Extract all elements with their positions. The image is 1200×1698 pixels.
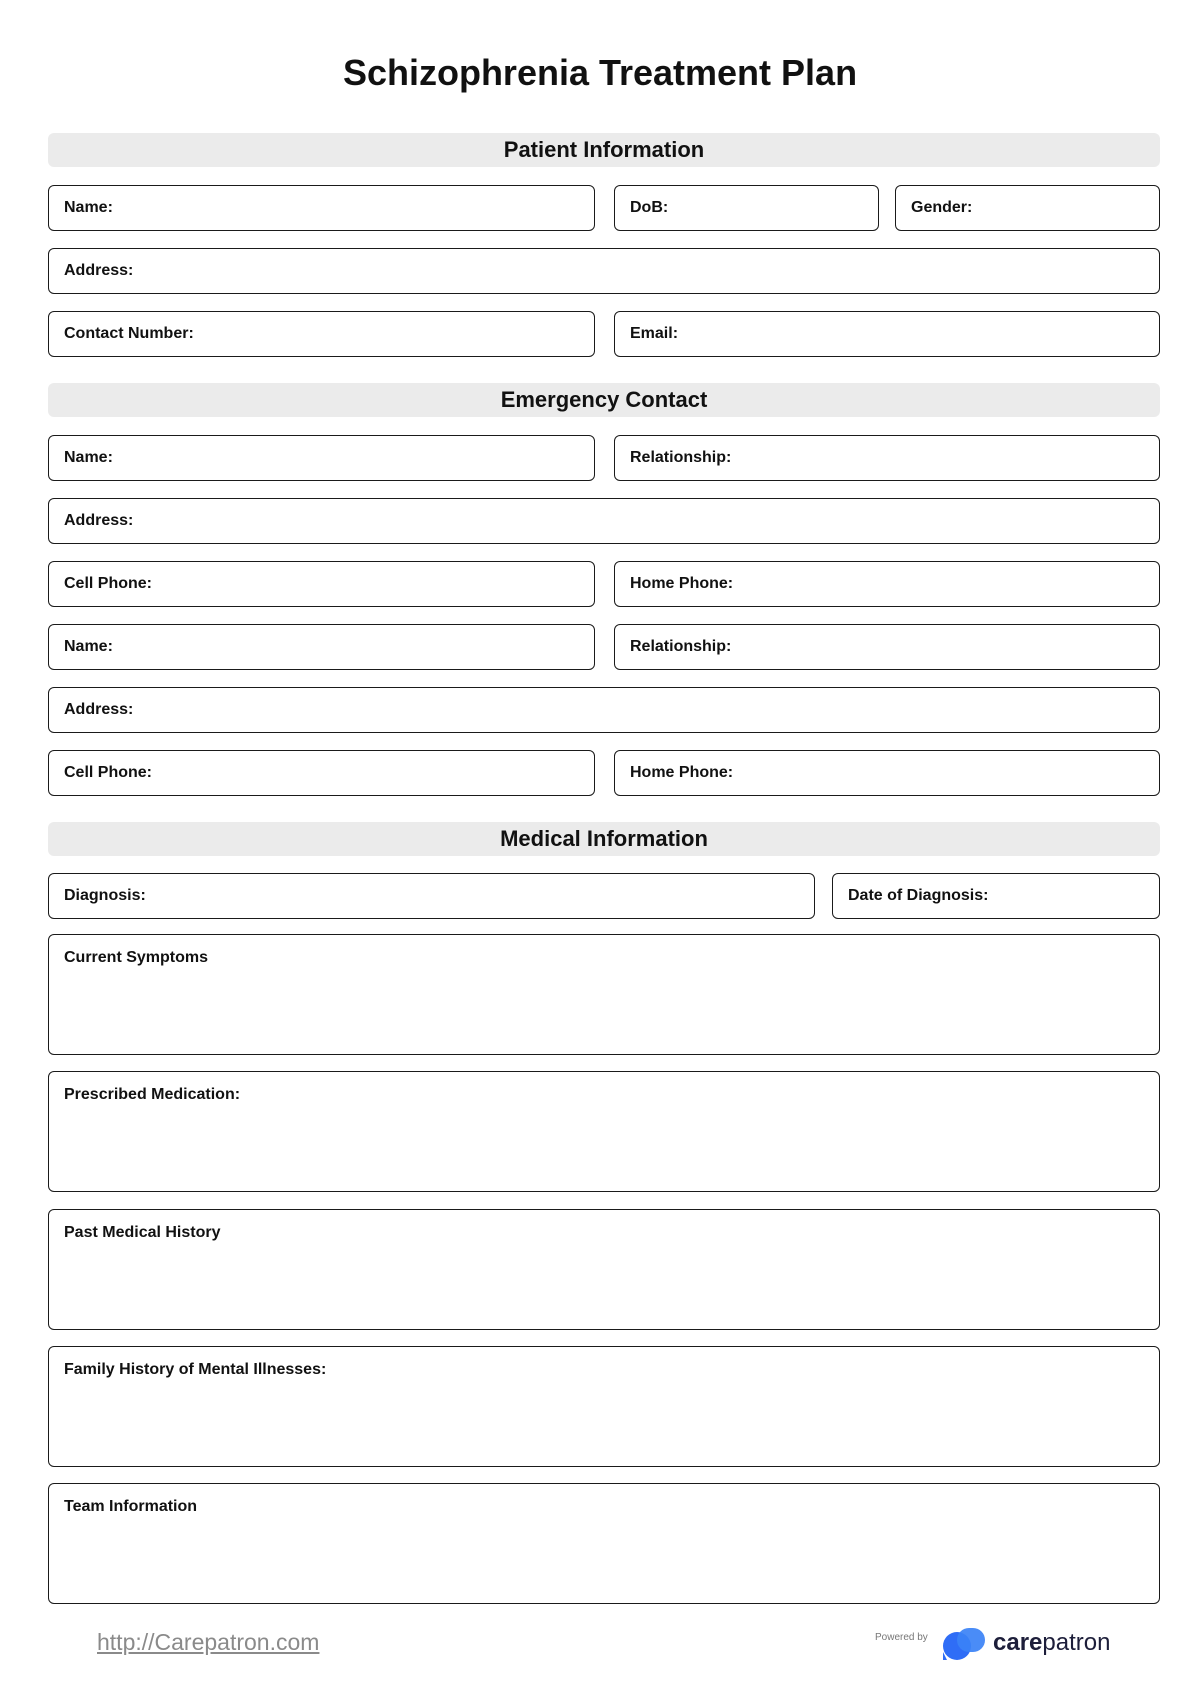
emergency-2-cell-phone-field[interactable] bbox=[48, 750, 595, 796]
diagnosis-field[interactable] bbox=[48, 873, 815, 919]
emergency-2-address-label: Address: bbox=[64, 701, 134, 718]
patient-gender-field[interactable] bbox=[895, 185, 1160, 231]
emergency-1-name-label: Name: bbox=[64, 449, 113, 466]
carepatron-website-link[interactable]: http://Carepatron.com bbox=[97, 1629, 320, 1655]
brand-bold-part: care bbox=[993, 1629, 1043, 1656]
emergency-2-relationship-label: Relationship: bbox=[630, 638, 732, 655]
page-title: Schizophrenia Treatment Plan bbox=[342, 52, 858, 93]
emergency-1-address-field[interactable] bbox=[48, 498, 1160, 544]
team-information-field[interactable] bbox=[48, 1483, 1160, 1604]
emergency-2-home-phone-label: Home Phone: bbox=[630, 764, 734, 781]
patient-contact-number-field[interactable] bbox=[48, 311, 595, 357]
emergency-2-name-label: Name: bbox=[64, 638, 113, 655]
prescribed-medication-field[interactable] bbox=[48, 1071, 1160, 1192]
patient-contact-number-label: Contact Number: bbox=[64, 325, 194, 342]
family-history-field[interactable] bbox=[48, 1346, 1160, 1467]
section-header-patient-information: Patient Information bbox=[48, 133, 1160, 167]
emergency-1-home-phone-label: Home Phone: bbox=[630, 575, 734, 592]
diagnosis-label: Diagnosis: bbox=[64, 887, 146, 904]
emergency-1-home-phone-field[interactable] bbox=[614, 561, 1160, 607]
emergency-2-relationship-field[interactable] bbox=[614, 624, 1160, 670]
patient-gender-label: Gender: bbox=[911, 199, 973, 216]
emergency-1-relationship-field[interactable] bbox=[614, 435, 1160, 481]
emergency-2-address-field[interactable] bbox=[48, 687, 1160, 733]
section-header-medical-information: Medical Information bbox=[48, 822, 1160, 856]
past-medical-history-field[interactable] bbox=[48, 1209, 1160, 1330]
patient-email-label: Email: bbox=[630, 325, 679, 342]
patient-name-label: Name: bbox=[64, 199, 113, 216]
carepatron-brand bbox=[875, 1620, 1115, 1668]
emergency-1-name-field[interactable] bbox=[48, 435, 595, 481]
emergency-1-cell-phone-field[interactable] bbox=[48, 561, 595, 607]
past-medical-history-label: Past Medical History bbox=[64, 1224, 221, 1241]
emergency-1-cell-phone-label: Cell Phone: bbox=[64, 575, 153, 592]
date-of-diagnosis-field[interactable] bbox=[832, 873, 1160, 919]
date-of-diagnosis-label: Date of Diagnosis: bbox=[848, 887, 989, 904]
emergency-2-home-phone-field[interactable] bbox=[614, 750, 1160, 796]
current-symptoms-label: Current Symptoms bbox=[64, 949, 209, 966]
patient-dob-label: DoB: bbox=[630, 199, 669, 216]
patient-name-field[interactable] bbox=[48, 185, 595, 231]
emergency-2-name-field[interactable] bbox=[48, 624, 595, 670]
patient-dob-field[interactable] bbox=[614, 185, 879, 231]
team-information-label: Team Information bbox=[64, 1498, 198, 1515]
prescribed-medication-label: Prescribed Medication: bbox=[64, 1086, 241, 1103]
brand-rest-part: patron bbox=[1042, 1629, 1111, 1656]
carepatron-wordmark bbox=[993, 1629, 1110, 1657]
family-history-label: Family History of Mental Illnesses: bbox=[64, 1361, 327, 1378]
carepatron-logo-icon bbox=[941, 1626, 989, 1662]
powered-by-text: Powered by bbox=[875, 1632, 928, 1643]
emergency-2-cell-phone-label: Cell Phone: bbox=[64, 764, 153, 781]
patient-address-label: Address: bbox=[64, 262, 134, 279]
section-header-emergency-contact: Emergency Contact bbox=[48, 383, 1160, 417]
patient-email-field[interactable] bbox=[614, 311, 1160, 357]
emergency-1-relationship-label: Relationship: bbox=[630, 449, 732, 466]
current-symptoms-field[interactable] bbox=[48, 934, 1160, 1055]
emergency-1-address-label: Address: bbox=[64, 512, 134, 529]
patient-address-field[interactable] bbox=[48, 248, 1160, 294]
